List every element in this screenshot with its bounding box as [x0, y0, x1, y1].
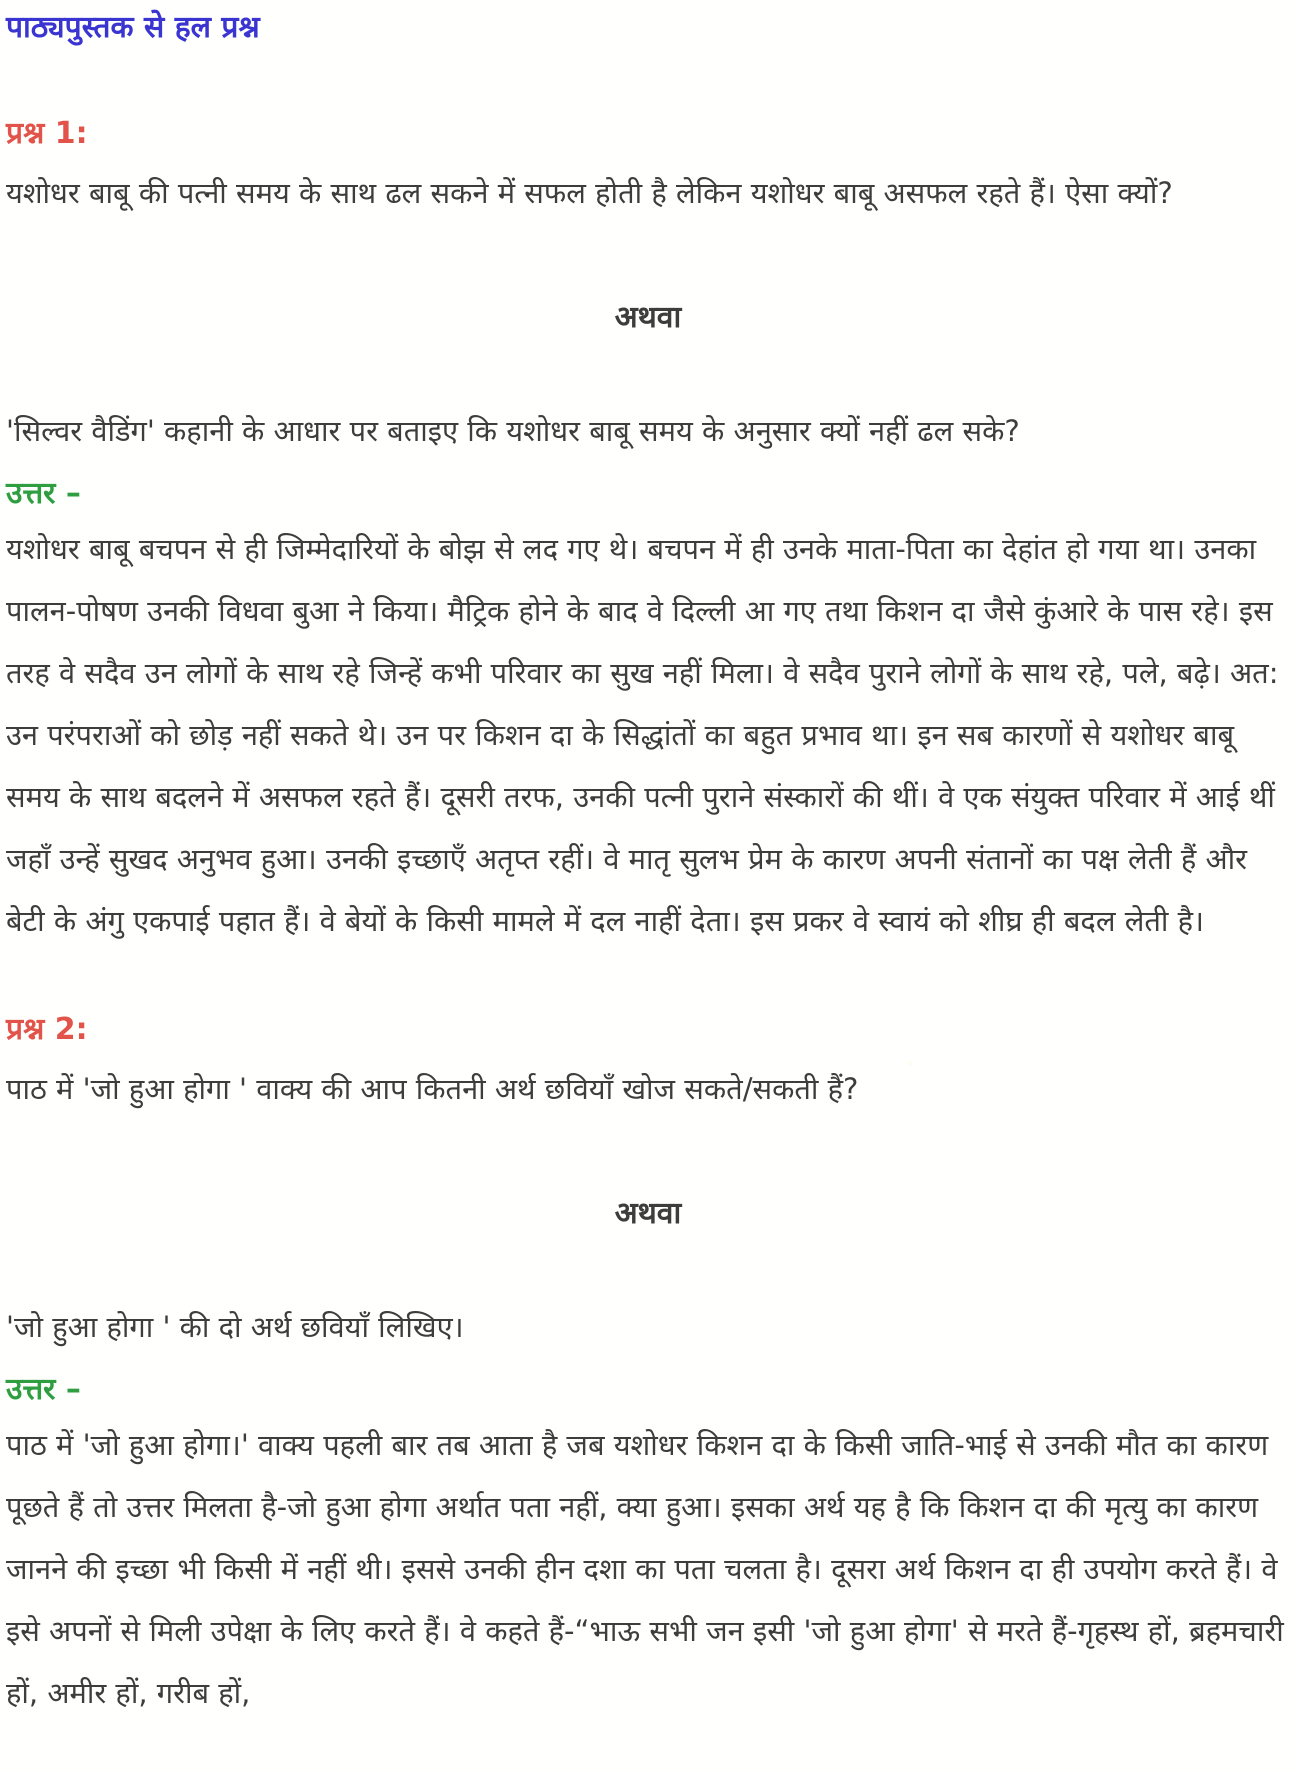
page-title: पाठ्यपुस्तक से हल प्रश्न [6, 10, 260, 45]
answer-2-text: पाठ में 'जो हुआ होगा।' वाक्य पहली बार तब आता है जब यशोधर किशन दा के किसी जाति-भाई से उनकी मौत का कारण पूछते हैं तो उत्तर मिलता है-जो हुआ होगा अर्थात पता नहीं, क्या हुआ। इसका अर्थ यह है कि किशन दा की मृत्यु का कारण जानने की इच्छा भी किसी में नहीं थी। इससे उनकी हीन दशा का पता चलता है। दूसरा अर्थ किशन दा ही उपयोग करते हैं। वे इसे अपनों से मिली उपेक्षा के लिए करते हैं। वे कहते हैं-“भाऊ सभी जन इसी 'जो हुआ होगा' से मरते हैं-गृहस्थ हों, ब्रहमचारी हों, अमीर हों, गरीब हों, [6, 1428, 1284, 1710]
answer-1-text: यशोधर बाबू बचपन से ही जिम्मेदारियों के बोझ से लद गए थे। बचपन में ही उनके माता-पिता का देहांत हो गया था। उनका पालन-पोषण उनकी विधवा बुआ ने किया। मैट्रिक होने के बाद वे दिल्ली आ गए तथा किशन दा जैसे कुंआरे के पास रहे। इस तरह वे सदैव उन लोगों के साथ रहे जिन्हें कभी परिवार का सुख नहीं मिला। वे सदैव पुराने लोगों के साथ रहे, पले, बढ़े। अत: उन परंपराओं को छोड़ नहीं सकते थे। उन पर किशन दा के सिद्धांतों का बहुत प्रभाव था। इन सब कारणों से यशोधर बाबू समय के साथ बदलने में असफल रहते हैं। दूसरी तरफ, उनकी पत्नी पुराने संस्कारों की थीं। वे एक संयुक्त परिवार में आई थीं जहाँ उन्हें सुखद अनुभव हुआ। उनकी इच्छाएँ अतृप्त रहीं। वे मातृ सुलभ प्रेम के कारण अपनी संतानों का पक्ष लेती हैं और बेटी के अंगु एकपाई पहात हैं। वे बेयों के किसी मामले में दल नाहीं देता। इस प्रकर वे स्वायं को शीघ्र ही बदल लेती है। [6, 532, 1279, 938]
question-1-alternate-text: 'सिल्वर वैडिंग' कहानी के आधार पर बताइए कि यशोधर बाबू समय के अनुसार क्यों नहीं ढल सके? [6, 414, 1020, 448]
question-2-label: प्रश्न 2: [6, 1012, 88, 1047]
question-2-text: पाठ में 'जो हुआ होगा ' वाक्य की आप कितनी अर्थ छवियाँ खोज सकते/सकती हैं? [6, 1072, 859, 1106]
question-1-label: प्रश्न 1: [6, 116, 88, 151]
or-heading-1: अथवा [614, 300, 682, 335]
question-1-section [6, 112, 1290, 952]
answer-1-label: उत्तर – [6, 476, 81, 511]
question-2-alternate-text: 'जो हुआ होगा ' की दो अर्थ छवियाँ लिखिए। [6, 1310, 464, 1344]
question-1-text: यशोधर बाबू की पत्नी समय के साथ ढल सकने में सफल होती है लेकिन यशोधर बाबू असफल रहते हैं। ऐसा क्यों? [6, 176, 1173, 210]
answer-2-label: उत्तर – [6, 1372, 81, 1407]
question-2-section [6, 1008, 1290, 1724]
or-heading-2: अथवा [614, 1196, 682, 1231]
